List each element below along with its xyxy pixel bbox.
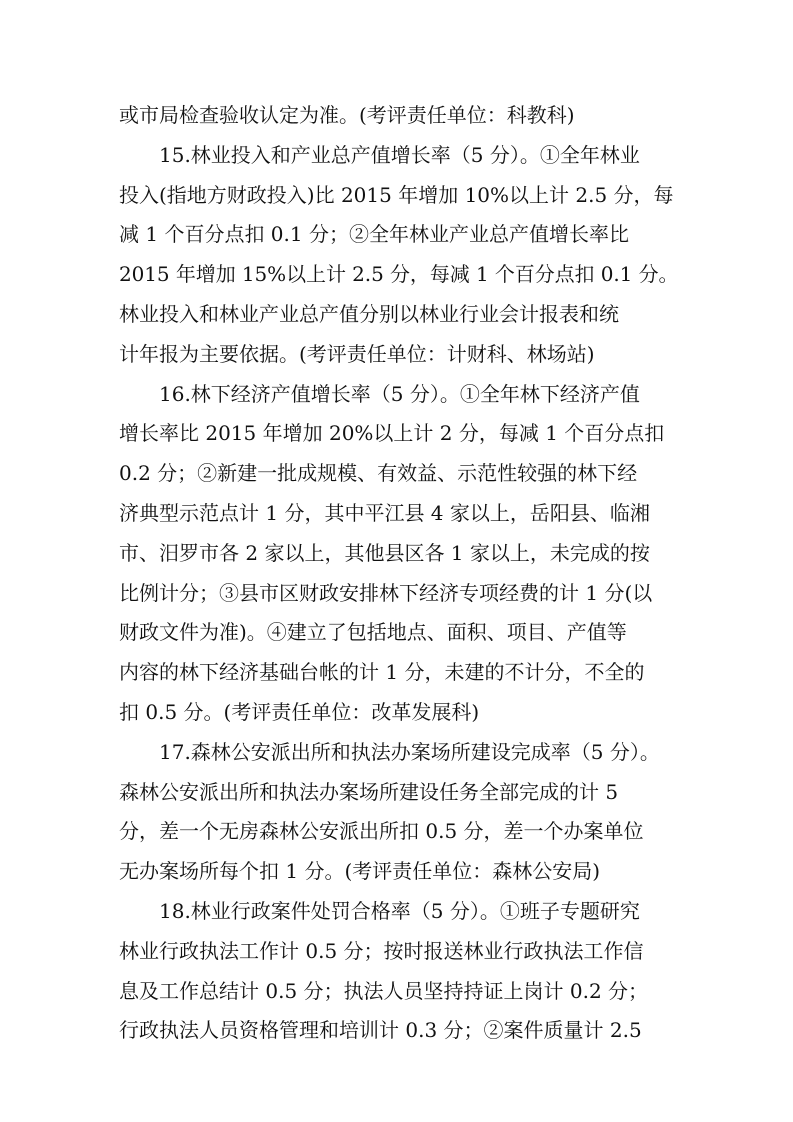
text-line: 增长率比 2015 年增加 20%以上计 2 分，每减 1 个百分点扣 — [119, 421, 665, 446]
text-line: 行政执法人员资格管理和培训计 0.3 分；②案件质量计 2.5 — [119, 1018, 642, 1043]
text-line: 内容的林下经济基础台帐的计 1 分，未建的不计分，不全的 — [119, 660, 645, 685]
text-line: 济典型示范点计 1 分，其中平江县 4 家以上，岳阳县、临湘 — [119, 500, 650, 525]
document-body — [119, 96, 679, 1051]
text-line: 15.林业投入和产业总产值增长率（5 分）。①全年林业 — [159, 142, 640, 167]
text-line: 森林公安派出所和执法办案场所建设任务全部完成的计 5 — [119, 779, 619, 804]
text-line: 0.2 分；②新建一批成规模、有效益、示范性较强的林下经 — [119, 461, 638, 486]
text-line: 财政文件为准)。④建立了包括地点、面积、项目、产值等 — [119, 620, 627, 645]
text-line: 扣 0.5 分。(考评责任单位：改革发展科) — [119, 699, 480, 724]
text-line: 17.森林公安派出所和执法办案场所建设完成率（5 分）。 — [159, 739, 660, 764]
text-line: 比例计分；③县市区财政安排林下经济专项经费的计 1 分(以 — [119, 580, 653, 605]
text-line: 林业行政执法工作计 0.5 分；按时报送林业行政执法工作信 — [119, 938, 644, 963]
text-line: 市、汨罗市各 2 家以上，其他县区各 1 家以上，未完成的按 — [119, 540, 650, 565]
text-line: 2015 年增加 15%以上计 2.5 分，每减 1 个百分点扣 0.1 分。 — [119, 262, 679, 287]
text-line: 投入(指地方财政投入)比 2015 年增加 10%以上计 2.5 分，每 — [119, 182, 674, 207]
text-line: 16.林下经济产值增长率（5 分）。①全年林下经济产值 — [159, 381, 640, 406]
text-line: 林业投入和林业产业总产值分别以林业行业会计报表和统 — [119, 301, 619, 326]
text-line: 或市局检查验收认定为准。(考评责任单位：科教科) — [119, 103, 575, 127]
text-line: 18.林业行政案件处罚合格率（5 分）。①班子专题研究 — [159, 898, 640, 923]
text-line: 减 1 个百分点扣 0.1 分；②全年林业产业总产值增长率比 — [119, 222, 629, 247]
text-line: 无办案场所每个扣 1 分。(考评责任单位：森林公安局) — [119, 859, 601, 884]
text-line: 分，差一个无房森林公安派出所扣 0.5 分，差一个办案单位 — [119, 819, 644, 844]
text-line: 计年报为主要依据。(考评责任单位：计财科、林场站) — [119, 341, 595, 366]
text-line: 息及工作总结计 0.5 分；执法人员坚持持证上岗计 0.2 分； — [119, 978, 649, 1003]
